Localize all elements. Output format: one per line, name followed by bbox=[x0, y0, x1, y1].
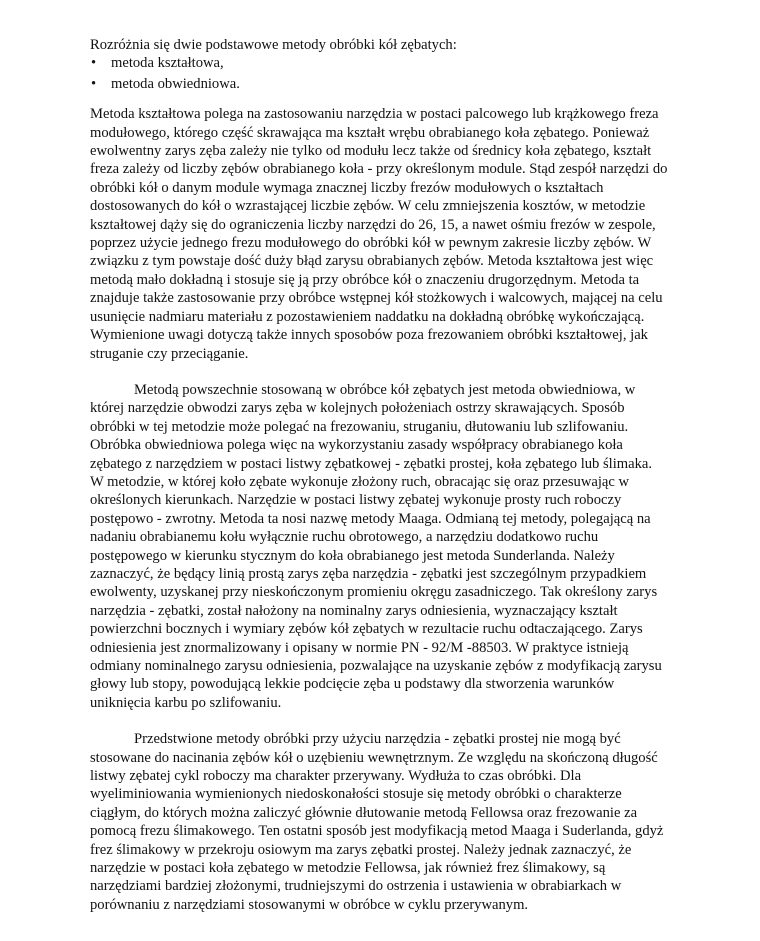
methods-list bbox=[90, 54, 668, 93]
paragraph-generating-method: Metodą powszechnie stosowaną w obróbce kół zębatych jest metoda obwiedniowa, w której narzędzie obwodzi zarys zęba w kolejnych położeniach ostrzy skrawających. Sposób obróbki w tej metodzie może polegać na frezowaniu, struganiu, dłutowaniu lub szlifowaniu. Obróbka obwiedniowa polega więc na wykorzystaniu zasady współpracy obrabianego koła zębatego z narzędziem w postaci listwy zębatkowej - zębatki prostej, koła zębatego lub ślimaka. W metodzie, w której koło zębate wykonuje złożony ruch, obracając się oraz przesuwając w określonych kierunkach. Narzędzie w postaci listwy zębatej wykonuje prosty ruch roboczy postępowo - zwrotny. Metoda ta nosi nazwę metody Maaga. Odmianą tej metody, polegającą na nadaniu obrabianemu kołu wyłącznie ruchu obrotowego, a narzędziu dodatkowo ruchu postępowego w kierunku stycznym do koła obrabianego jest metoda Sunderlanda. Należy zaznaczyć, że będący linią prostą zarys zęba narzędzia - zębatki jest szczególnym przypadkiem ewolwenty, uzyskanej przy nieskończonym promieniu okręgu zasadniczego. Tak określony zarys narzędzia - zębatki, został nałożony na nominalny zarys odniesienia, wyznaczający kształt powierzchni bocznych i wymiary zębów kół zębatych w rezultacie ruchu odtaczającego. Zarys odniesienia jest znormalizowany i opisany w normie PN - 92/M -88503. W praktyce istnieją odmiany nominalnego zarysu odniesienia, pozwalające na uzyskanie zębów z modyfikacją zarysu głowy lub stopy, powodującą lekkie podcięcie zęba u podstawy dla stworzenia warunków uniknięcia karbu po szlifowaniu. bbox=[90, 381, 662, 711]
list-item-text: metoda kształtowa, bbox=[111, 55, 224, 72]
paragraph-continuous-methods: Przedstwione metody obróbki przy użyciu narzędzia - zębatki prostej nie mogą być stosowane do nacinania zębów kół o uzębieniu wewnętrznym. Ze względu na skończoną długość listwy zębatej cykl roboczy ma charakter przerywany. Wydłuża to czas obróbki. Dla wyeliminiowania wymienionych niedoskonałości stosuje się metody obróbki o charakterze ciągłym, do których można zaliczyć głównie dłutowanie metodą Fellowsa oraz frezowanie za pomocą frezu ślimakowego. Ten ostatni sposób jest modyfikacją metod Maaga i Suderlanda, gdyż frez ślimakowy w przekroju osiowym ma zarys zębatki prostej. Należy jednak zaznaczyć, że narzędzie w postaci koła zębatego w metodzie Fellowsa, jak również frez ślimakowy, są narzędziami bardziej złożonymi, trudniejszymi do ostrzenia i ustawienia w obrabiarkach w porównaniu z narzędziami stosowanymi w obróbce w cyklu przerywanym. bbox=[90, 731, 664, 913]
list-item bbox=[90, 75, 668, 93]
paragraph-shaping-method: Metoda kształtowa polega na zastosowaniu narzędzia w postaci palcowego lub krążkowego freza modułowego, którego część skrawająca ma kształt wrębu obrabianego koła zębatego. Ponieważ ewolwentny zarys zęba zależy nie tylko od modułu lecz także od średnicy koła zębatego, kształt freza zależy od liczby zębów obrabianego koła - przy określonym module. Stąd zespół narzędzi do obróbki kół o danym module wymaga znacznej liczby frezów modułowych o kształtach dostosowanych do kół o wzrastającej liczbie zębów. W celu zmniejszenia kosztów, w metodzie kształtowej dąży się do ograniczenia liczby narzędzi do 26, 15, a nawet ośmiu frezów w zespole, poprzez użycie jednego frezu modułowego do obróbki kół w pewnym zakresie liczby zębów. W związku z tym powstaje dość duży błąd zarysu obrabianych zębów. Metoda kształtowa jest więc metodą mało dokładną i stosuje się ją przy obróbce kół o znaczeniu drugorzędnym. Metoda ta znajduje także zastosowanie przy obróbce wstępnej kół stożkowych i walcowych, mającej na celu usunięcie nadmiaru materiału z pozostawieniem naddatku na dokładną obróbkę wykończającą. Wymienione uwagi dotyczą także innych sposobów poza frezowaniem obróbki kształtowej, jak struganie czy przeciąganie. bbox=[90, 106, 668, 362]
bullet-icon: • bbox=[91, 75, 97, 92]
list-item-text: metoda obwiedniowa. bbox=[111, 75, 240, 92]
document-page bbox=[90, 36, 668, 932]
list-item bbox=[90, 54, 668, 72]
intro-line: Rozróżnia się dwie podstawowe metody obróbki kół zębatych: bbox=[90, 37, 457, 53]
bullet-icon: • bbox=[91, 55, 97, 72]
